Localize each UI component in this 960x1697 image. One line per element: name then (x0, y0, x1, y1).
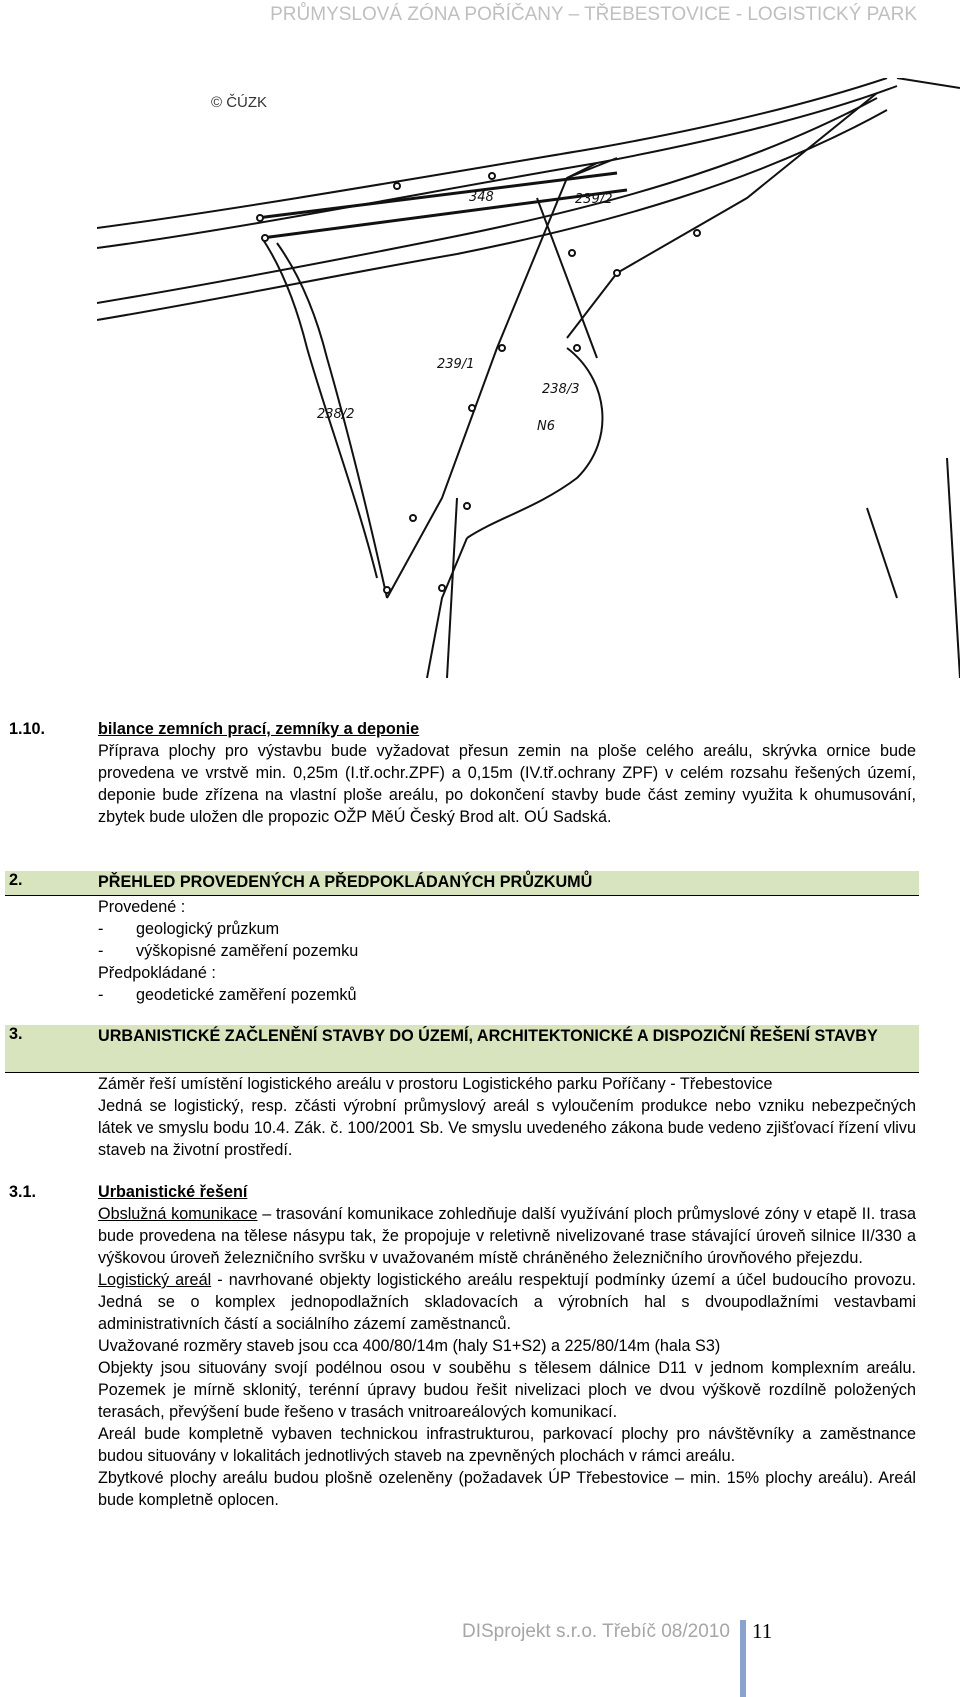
section-paragraph: Příprava plochy pro výstavbu bude vyžadovat přesun zemin na ploše celého areálu, skrývka ornice bude provedena ve vrstvě min. 0,25m (I.tř.ochr.ZPF) a 0,15m (IV.tř.ochrany ZPF) v celém rozsahu řešených území, deponie bude zřízena na vlastní ploše areálu, po dokončení stavby bude část zeminy využita k ohumusování, zbytek bude uložen dle propozic OŽP MěÚ Český Brod alt. OÚ Sadská. (98, 742, 916, 826)
section-heading: PŘEHLED PROVEDENÝCH A PŘEDPOKLÁDANÝCH PRŮZKUMŮ (98, 873, 593, 891)
parcel-label: 238/3 (542, 382, 580, 397)
section-number: 3.1. (9, 1183, 37, 1201)
footer-divider (740, 1620, 746, 1697)
cadastral-map-drawing (97, 78, 960, 678)
access-road-label: Obslužná komunikace (98, 1205, 258, 1223)
section-number: 1.10. (9, 720, 46, 738)
section-paragraph: Jedná se logistický, resp. zčásti výrobní průmyslový areál s vyloučením produkce nebo vzniku nebezpečných látek ve smyslu bodu 10.4. Zák. č. 100/2001 Sb. Ve smyslu uvedeného zákona bude vedeno zjišťovací řízení vlivu staveb na životní prostředí. (98, 1097, 916, 1159)
list-item: - geodetické zaměření pozemků (98, 986, 357, 1004)
section-3-heading-bar (5, 1025, 919, 1073)
section-heading: URBANISTICKÉ ZAČLENĚNÍ STAVBY DO ÚZEMÍ, ARCHITEKTONICKÉ A DISPOZIČNÍ ŘEŠENÍ STAVBY (98, 1027, 878, 1045)
section-paragraph: Záměr řeší umístění logistického areálu v prostoru Logistického parku Poříčany - Třebestovice (98, 1075, 773, 1093)
page-number: 11 (752, 1619, 773, 1643)
section-heading: Urbanistické řešení (98, 1183, 248, 1201)
cadastral-map (97, 78, 960, 678)
section-paragraph: Uvažované rozměry staveb jsou cca 400/80/14m (haly S1+S2) a 225/80/14m (hala S3) (98, 1337, 721, 1355)
planned-label: Předpokládané : (98, 964, 216, 982)
list-item: - výškopisné zaměření pozemku (98, 942, 359, 960)
parcel-label: 238/2 (317, 407, 355, 422)
done-label: Provedené : (98, 898, 186, 916)
parcel-label: N6 (537, 419, 555, 434)
parcel-label: 348 (469, 190, 494, 205)
section-paragraph: Objekty jsou situovány svojí podélnou osou v souběhu s tělesem dálnice D11 v jednom komplexním areálu. Pozemek je mírně sklonitý, terénní úpravy budou řešit nivelizaci ploch ve dvou výškově rozdílně položených terasách, převýšení bude řešeno v trasách vnitroareálových komunikací. (98, 1359, 916, 1421)
section-number: 3. (9, 1025, 23, 1043)
section-2-heading-bar (5, 871, 919, 896)
map-copyright: © ČÚZK (211, 94, 268, 111)
list-item: - geologický průzkum (98, 920, 280, 938)
parcel-label: 239/1 (437, 357, 475, 372)
section-paragraph: Zbytkové plochy areálu budou plošně ozeleněny (požadavek ÚP Třebestovice – min. 15% plochy areálu). Areál bude kompletně oplocen. (98, 1469, 916, 1509)
parcel-label: 239/2 (575, 192, 613, 207)
logistic-area-label: Logistický areál (98, 1271, 212, 1289)
section-paragraph: Obslužná komunikace – trasování komunikace zohledňuje další využívání ploch průmyslové zóny v etapě II. trasa bude provedena na tělese násypu tak, že propojuje v reletivně nivelizované trase stávající úroveň silnice II/330 a výškovou úroveň železničního svršku v uvažovaném místě chráněného železničního úrovňového přejezdu. (98, 1205, 916, 1267)
section-number: 2. (9, 871, 23, 889)
footer-company: DISprojekt s.r.o. Třebíč 08/2010 (462, 1621, 730, 1642)
page-header: PRŮMYSLOVÁ ZÓNA POŘÍČANY – TŘEBESTOVICE - LOGISTICKÝ PARK (270, 4, 917, 25)
section-paragraph: Logistický areál - navrhované objekty logistického areálu respektují podmínky území a účel budoucího provozu. Jedná se o komplex jednopodlažních skladovacích a výrobních hal s dvoupodlažními vestavbami administrativních částí a sociálního zázemí zaměstnanců. (98, 1271, 916, 1333)
section-paragraph: Areál bude kompletně vybaven technickou infrastrukturou, parkovací plochy pro návštěvníky a zaměstnance budou situovány v lokalitách jednotlivých staveb na zpevněných plochách v rámci areálu. (98, 1425, 916, 1465)
section-heading: bilance zemních prací, zemníky a deponie (98, 720, 420, 738)
